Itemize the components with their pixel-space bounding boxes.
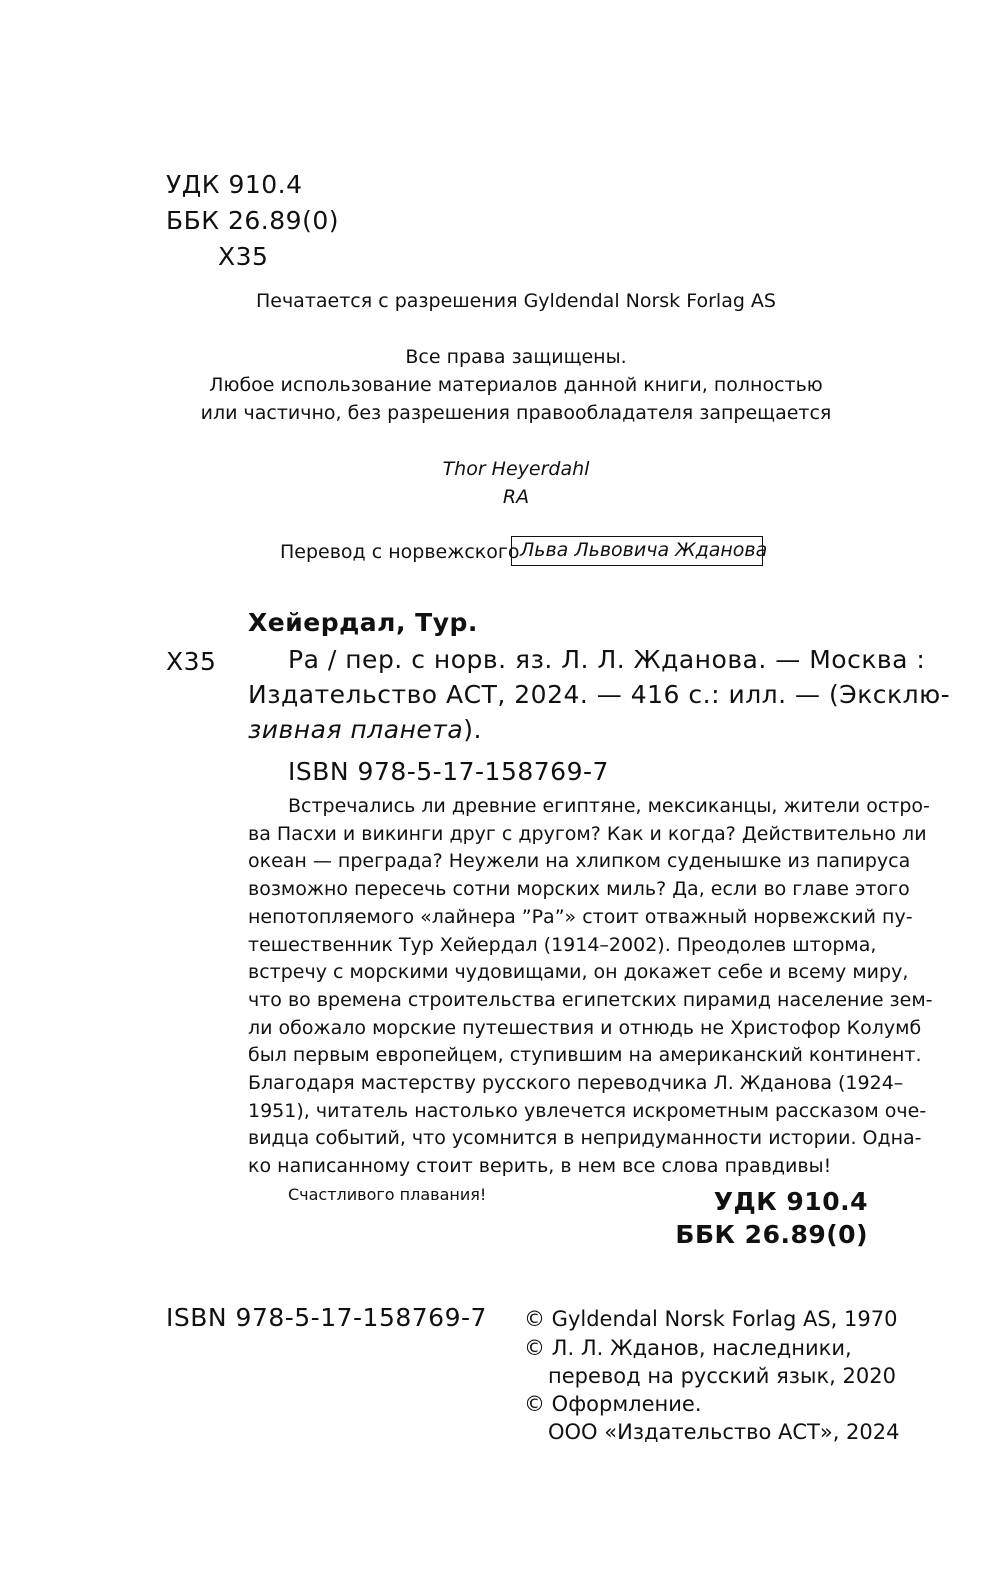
catalog-isbn: ISBN 978-5-17-158769-7	[288, 757, 609, 786]
translator-name: Льва Львовича Жданова	[511, 536, 763, 566]
original-author: Thor Heyerdahl	[442, 458, 590, 480]
annotation-line: ко написанному стоит верить, в нем все слова правдивы!	[248, 1155, 832, 1178]
catalog-desc-line-1: Ра / пер. с норв. яз. Л. Л. Жданова. — Москва :	[288, 645, 926, 674]
footer-udk: УДК 910.4	[713, 1187, 868, 1216]
annotation-line: ли обожало морские путешествия и отнюдь не Христофор Колумб	[248, 1016, 922, 1039]
copyright-1: © Gyldendal Norsk Forlag AS, 1970	[524, 1307, 898, 1331]
isbn: ISBN 978-5-17-158769-7	[166, 1303, 487, 1332]
bbk-code: ББК 26.89(0)	[166, 206, 339, 235]
annotation-line: что во времена строительства египетских пирамид население зем-	[248, 988, 933, 1011]
annotation-line: встречу с морскими чудовищами, он докажет себе и всему миру,	[248, 961, 909, 984]
annotation-line: возможно пересечь сотни морских миль? Да, если во главе этого	[248, 878, 910, 901]
catalog-desc-line-3	[248, 715, 482, 744]
original-title: RA	[502, 486, 530, 508]
copyright-3-line-2: ООО «Издательство АСТ», 2024	[548, 1420, 900, 1444]
annotation-line: 1951), читатель настолько увлечется искрометным рассказом оче-	[248, 1099, 927, 1122]
udk-code: УДК 910.4	[166, 170, 303, 199]
annotation-line: ва Пасхи и викинги друг с другом? Как и когда? Действительно ли	[248, 822, 927, 845]
annotation-line: океан — преграда? Неужели на хлипком суденышке из папируса	[248, 850, 911, 873]
rights-line-2: Любое использование материалов данной книги, полностью	[209, 374, 823, 396]
series-title: зивная планета	[248, 715, 464, 744]
copyright-3-line-1: © Оформление.	[524, 1392, 702, 1416]
annotation-line: непотопляемого «лайнера ”Ра”» стоит отважный норвежский пу-	[248, 905, 913, 928]
rights-line-3: или частично, без разрешения правообладателя запрещается	[200, 402, 832, 424]
catalog-desc-end: ).	[463, 715, 482, 744]
footer-bbk: ББК 26.89(0)	[675, 1220, 868, 1249]
copyright-2-line-2: перевод на русский язык, 2020	[548, 1364, 896, 1388]
translation-label: Перевод с норвежского	[280, 541, 520, 563]
annotation-line: Благодаря мастерству русского переводчика Л. Жданова (1924–	[248, 1072, 904, 1095]
permission-note: Печатается с разрешения Gyldendal Norsk Forlag AS	[255, 290, 776, 312]
catalog-desc-line-2: Издательство АСТ, 2024. — 416 с.: илл. — (Эксклю-	[248, 680, 951, 709]
catalog-author-heading: Хейердал, Тур.	[248, 608, 478, 637]
catalog-author-mark: Х35	[166, 647, 217, 676]
annotation-line: тешественник Тур Хейердал (1914–2002). Преодолев шторма,	[248, 933, 877, 956]
annotation-line: был первым европейцем, ступившим на американский континент.	[248, 1044, 922, 1067]
annotation	[248, 793, 933, 1209]
copyright-2-line-1: © Л. Л. Жданов, наследники,	[524, 1336, 852, 1360]
annotation-line: видца событий, что усомнится в непридуманности истории. Одна-	[248, 1127, 922, 1150]
annotation-closing: Счастливого плавания!	[288, 1184, 487, 1204]
annotation-line: Встречались ли древние египтяне, мексиканцы, жители остро-	[288, 795, 930, 817]
rights-line-1: Все права защищены.	[405, 346, 627, 368]
author-mark: Х35	[218, 242, 269, 271]
